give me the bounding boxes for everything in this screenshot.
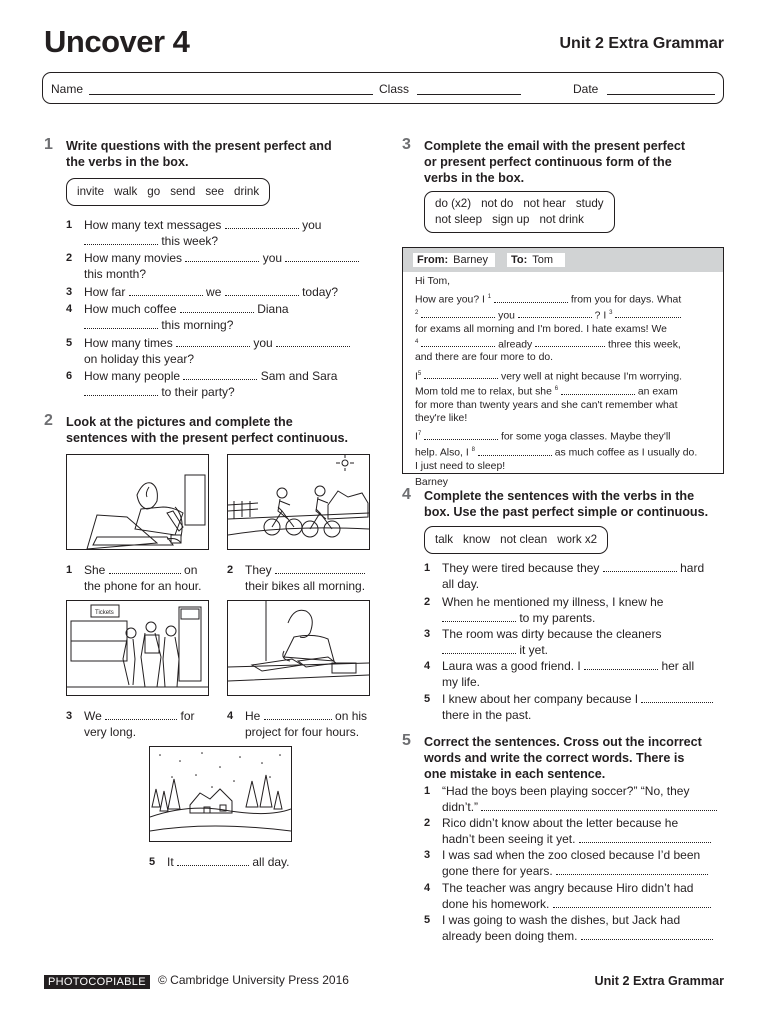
title-line: the verbs in the box. (66, 155, 189, 169)
title-line: Correct the sentences. Cross out the incorrect (424, 735, 702, 749)
from-value: Barney (453, 254, 489, 266)
item-text: How many times (84, 336, 173, 350)
exercise-5-item (424, 912, 724, 944)
name-field[interactable] (89, 94, 373, 95)
item-text: I was sad when the zoo closed because I’d been (442, 848, 701, 862)
to-value: Tom (532, 254, 554, 266)
word-chip: sign up (492, 213, 530, 226)
exercise-2-number: 2 (44, 412, 53, 429)
item-number: 4 (227, 710, 234, 722)
exercise-1-item (66, 284, 366, 300)
copyright-text: © Cambridge University Press 2016 (158, 973, 349, 987)
exercise-2-item (227, 708, 377, 740)
item-text: we (206, 285, 222, 299)
item-number: 4 (66, 303, 73, 315)
gap-number: 5 (417, 370, 422, 377)
gap-number: 7 (417, 431, 422, 438)
email-signature: Barney (415, 476, 448, 488)
exercise-4-item (424, 691, 724, 723)
item-text: hard (680, 561, 705, 575)
email-greeting: Hi Tom, (415, 276, 451, 287)
exercise-5-number: 5 (402, 732, 411, 749)
date-field[interactable] (607, 94, 715, 95)
answer-blank[interactable] (615, 309, 681, 318)
item-number: 3 (424, 628, 431, 640)
brand-title: Uncover 4 (44, 24, 190, 59)
answer-blank[interactable] (84, 385, 158, 396)
email-text: How are you? I (415, 294, 485, 306)
answer-blank[interactable] (180, 302, 254, 313)
title-line: verbs in the box. (424, 171, 525, 185)
answer-blank[interactable] (424, 431, 498, 440)
answer-blank[interactable] (481, 800, 717, 811)
email-body (415, 275, 715, 492)
exercise-4-item (424, 626, 724, 658)
title-line: Write questions with the present perfect and (66, 139, 332, 153)
item-text: They (245, 563, 272, 577)
word-chip: walk (114, 185, 138, 198)
email-text: I just need to sleep! (415, 460, 506, 472)
answer-blank[interactable] (494, 294, 568, 303)
email-text: very well at night because I'm worrying. (501, 371, 683, 383)
exercise-2-item (66, 708, 216, 740)
item-number: 3 (66, 710, 73, 722)
item-text: How much coffee (84, 302, 177, 316)
item-text: you (262, 251, 283, 265)
answer-blank[interactable] (442, 611, 516, 622)
answer-blank[interactable] (105, 709, 177, 720)
answer-blank[interactable] (276, 336, 350, 347)
date-label: Date (573, 82, 599, 96)
item-number: 1 (424, 562, 431, 574)
answer-blank[interactable] (264, 709, 332, 720)
answer-blank[interactable] (535, 338, 605, 347)
email-text: already (498, 339, 533, 351)
exercise-1-title (66, 138, 332, 170)
item-text: Sam and Sara (260, 369, 338, 383)
word-chip: talk (435, 533, 454, 546)
item-text: their bikes all morning. (245, 579, 366, 593)
item-number: 3 (66, 286, 73, 298)
email-text: for some yoga classes. Maybe they'll (501, 431, 671, 443)
item-number: 2 (227, 564, 234, 576)
exercise-1-item (66, 250, 366, 282)
word-chip: go (147, 185, 161, 198)
gap-number: 8 (471, 447, 475, 454)
exercise-3-title (424, 138, 685, 186)
answer-blank[interactable] (561, 386, 635, 395)
answer-blank[interactable] (129, 285, 203, 296)
email-paragraph-2 (415, 368, 715, 426)
item-text: you (302, 218, 322, 232)
gap-number: 1 (487, 294, 492, 301)
exercise-1-item (66, 368, 366, 400)
item-text: project for four hours. (245, 725, 360, 739)
item-text: He (245, 709, 261, 723)
answer-blank[interactable] (424, 370, 498, 379)
exercise-4-title (424, 488, 708, 520)
title-line: Complete the sentences with the verbs in the (424, 489, 695, 503)
word-chip: not clean (500, 533, 548, 546)
word-chip: study (575, 197, 604, 210)
exercise-5-item (424, 815, 724, 847)
gap-number: 4 (415, 338, 419, 345)
item-text: How many text messages (84, 218, 222, 232)
picture-snowy-village (149, 746, 292, 842)
item-number: 2 (424, 817, 431, 829)
item-text: to their party? (161, 385, 235, 399)
exercise-2-item (227, 562, 377, 594)
item-text: How far (84, 285, 126, 299)
item-text: When he mentioned my illness, I knew he (442, 595, 664, 609)
item-text: How many people (84, 369, 181, 383)
item-text: her all (661, 659, 695, 673)
exercise-3-number: 3 (402, 136, 411, 153)
email-to (507, 253, 565, 267)
answer-blank[interactable] (183, 369, 257, 380)
answer-blank[interactable] (84, 234, 158, 245)
item-text: the phone for an hour. (84, 579, 202, 593)
gap-number: 2 (415, 309, 419, 316)
answer-blank[interactable] (421, 338, 495, 347)
answer-blank[interactable] (421, 309, 495, 318)
word-chip: send (170, 185, 196, 198)
email-text: as much coffee as I usually do. (554, 447, 698, 459)
item-text: already been doing them. (442, 929, 578, 943)
exercise-4-number: 4 (402, 486, 411, 503)
word-chip: invite (77, 185, 105, 198)
exercise-5-item (424, 880, 724, 912)
item-text: It (167, 855, 174, 869)
title-line: box. Use the past perfect simple or continuous. (424, 505, 709, 519)
title-line: words and write the correct words. There is (424, 751, 685, 765)
item-text: “Had the boys been playing soccer?” “No, they (442, 784, 690, 798)
answer-blank[interactable] (641, 692, 713, 703)
item-text: it yet. (519, 643, 549, 657)
name-class-date-bar (42, 72, 724, 104)
answer-blank[interactable] (275, 563, 365, 574)
exercise-1-word-box (66, 178, 270, 206)
exercise-5-item (424, 783, 724, 815)
photocopiable-badge: PHOTOCOPIABLE (44, 975, 150, 989)
item-number: 5 (424, 914, 431, 926)
answer-blank[interactable] (185, 251, 259, 262)
email-text: I (415, 431, 418, 443)
email-text: three this week, (608, 339, 681, 351)
item-text: done his homework. (442, 897, 550, 911)
exercise-2-item (66, 562, 216, 594)
exercise-4-word-box (424, 526, 608, 554)
exercise-2-title (66, 414, 348, 446)
item-text: Laura was a good friend. I (442, 659, 581, 673)
title-line: Look at the pictures and complete the (66, 415, 293, 429)
picture-cyclists (227, 454, 370, 550)
item-text: I knew about her company because I (442, 692, 639, 706)
item-text: to my parents. (519, 611, 596, 625)
item-number: 4 (424, 882, 431, 894)
item-text: The room was dirty because the cleaners (442, 627, 662, 641)
item-text: didn’t.” (442, 800, 479, 814)
email-from (413, 253, 495, 267)
item-text: I was going to wash the dishes, but Jack had (442, 913, 681, 927)
item-number: 5 (66, 337, 73, 349)
gap-number: 6 (554, 386, 559, 393)
answer-blank[interactable] (84, 318, 158, 329)
tickets-sign-text: Tickets (95, 610, 114, 616)
exercise-1-item (66, 335, 366, 367)
item-text: my life. (442, 675, 481, 689)
item-number: 2 (424, 596, 431, 608)
answer-blank[interactable] (442, 643, 516, 654)
exercise-4-item (424, 560, 724, 592)
answer-blank[interactable] (109, 563, 181, 574)
answer-blank[interactable] (518, 309, 592, 318)
email-text: for more than twenty years and she can't remember what (415, 399, 678, 411)
answer-blank[interactable] (177, 855, 249, 866)
exercise-1-item (66, 301, 366, 333)
class-label: Class (379, 82, 410, 96)
picture-ticket-queue (66, 600, 209, 696)
item-number: 1 (424, 785, 431, 797)
title-line: sentences with the present perfect continuous. (66, 431, 349, 445)
email-paragraph-3 (415, 428, 715, 473)
exercise-3-word-box (424, 191, 615, 233)
answer-blank[interactable] (285, 251, 359, 262)
exercise-4-item (424, 594, 724, 626)
email-panel (402, 247, 724, 488)
item-number: 1 (66, 219, 73, 231)
item-text: this week? (161, 234, 219, 248)
word-chip: not sleep (435, 213, 483, 226)
word-chip: drink (234, 185, 260, 198)
word-chip: not hear (523, 197, 566, 210)
title-line: one mistake in each sentence. (424, 767, 606, 781)
word-chip: work x2 (557, 533, 598, 546)
item-number: 3 (424, 849, 431, 861)
title-line: or present perfect continuous form of the (424, 155, 672, 169)
word-chip: know (463, 533, 491, 546)
email-text: they're like! (415, 413, 468, 425)
item-number: 1 (66, 564, 73, 576)
title-line: Complete the email with the present perfect (424, 139, 686, 153)
answer-blank[interactable] (556, 864, 708, 875)
email-text: you (498, 310, 515, 322)
item-text: very long. (84, 725, 137, 739)
item-text: How many movies (84, 251, 183, 265)
answer-blank[interactable] (584, 659, 658, 670)
word-chip: not do (481, 197, 514, 210)
email-text: for exams all morning and I'm bored. I hate exams! We (415, 323, 667, 335)
class-field[interactable] (417, 94, 521, 95)
item-number: 2 (66, 252, 73, 264)
gap-number: 3 (609, 309, 613, 316)
answer-blank[interactable] (579, 832, 711, 843)
item-text: for (180, 709, 195, 723)
email-text: I (415, 371, 418, 383)
item-text: Diana (257, 302, 289, 316)
item-text: Rico didn’t know about the letter because he (442, 816, 679, 830)
item-text: there in the past. (442, 708, 532, 722)
item-number: 5 (424, 693, 431, 705)
to-label: To: (511, 254, 528, 266)
answer-blank[interactable] (225, 285, 299, 296)
from-label: From: (417, 254, 449, 266)
item-text: gone there for years. (442, 864, 553, 878)
word-chip: see (205, 185, 225, 198)
item-text: on (184, 563, 198, 577)
answer-blank[interactable] (176, 336, 250, 347)
unit-title: Unit 2 Extra Grammar (559, 35, 724, 52)
item-text: this morning? (161, 318, 234, 332)
item-text: They were tired because they (442, 561, 600, 575)
email-text: Mom told me to relax, but she (415, 386, 552, 398)
item-number: 6 (66, 370, 73, 382)
picture-man-studying (227, 600, 370, 696)
answer-blank[interactable] (553, 897, 711, 908)
email-text: from you for days. What (570, 294, 682, 306)
email-text: help. Also, I (415, 447, 469, 459)
item-text: you (253, 336, 273, 350)
answer-blank[interactable] (603, 561, 677, 572)
exercise-1-number: 1 (44, 136, 53, 153)
picture-woman-on-phone (66, 454, 209, 550)
item-text: The teacher was angry because Hiro didn’t had (442, 881, 694, 895)
email-paragraph-1 (415, 291, 715, 364)
item-text: this month? (84, 267, 147, 281)
answer-blank[interactable] (225, 218, 299, 229)
name-label: Name (51, 82, 84, 96)
exercise-5-title (424, 734, 702, 782)
item-text: all day. (442, 577, 480, 591)
item-text: all day. (252, 855, 290, 869)
item-text: today? (302, 285, 339, 299)
answer-blank[interactable] (478, 447, 552, 456)
item-text: hadn’t been seeing it yet. (442, 832, 576, 846)
exercise-4-item (424, 658, 724, 690)
email-text: ? I (594, 310, 607, 322)
item-text: We (84, 709, 102, 723)
email-text: an exam (637, 386, 678, 398)
item-text: on his (335, 709, 368, 723)
exercise-5-item (424, 847, 724, 879)
answer-blank[interactable] (581, 929, 713, 940)
email-text: and there are four more to do. (415, 352, 554, 364)
word-chip: do (x2) (435, 197, 472, 210)
item-text: on holiday this year? (84, 352, 195, 366)
exercise-1-item (66, 217, 366, 249)
footer-unit-title: Unit 2 Extra Grammar (594, 974, 724, 988)
word-chip: not drink (539, 213, 584, 226)
email-header (403, 248, 723, 272)
item-number: 4 (424, 660, 431, 672)
item-number: 5 (149, 856, 156, 868)
exercise-2-item (149, 854, 319, 870)
item-text: She (84, 563, 106, 577)
